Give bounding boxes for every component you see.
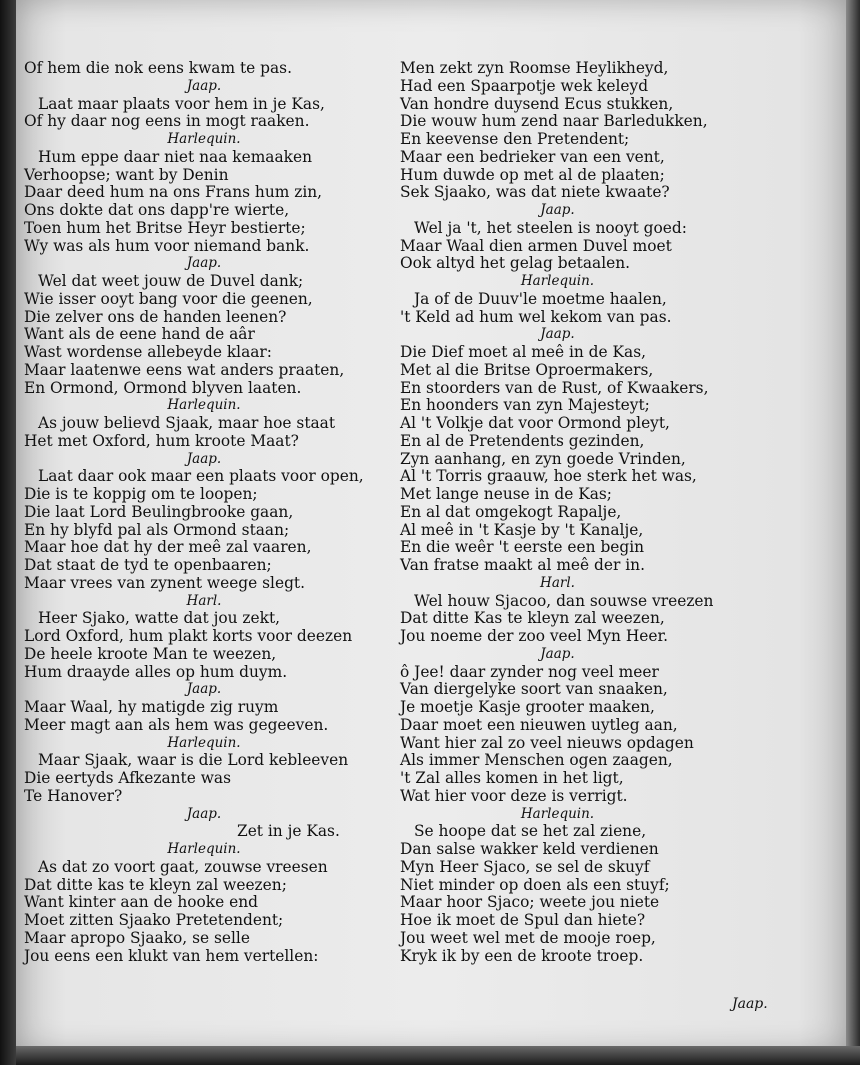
verse-line: Niet minder op doen als een stuyf; [400, 875, 670, 894]
verse-line: De heele kroote Man te weezen, [24, 644, 277, 663]
verse-line: Van fratse maakt al meê der in. [400, 556, 645, 574]
verse-line: Maar een bedrieker van een vent, [400, 147, 665, 166]
verse-line: Toen hum het Britse Heyr bestierte; [24, 218, 306, 237]
verse-line: Maar hoor Sjaco; weete jou niete [400, 893, 660, 912]
verse-line: Laat daar ook maar een plaats voor open, [38, 467, 364, 486]
verse-line: En die weêr 't eerste een begin [400, 538, 645, 557]
verse-line: Wy was als hum voor niemand bank. [24, 236, 310, 255]
verse-line: Al 't Volkje dat voor Ormond pleyt, [400, 414, 670, 432]
verse-line: 't Keld ad hum wel kekom van pas. [400, 307, 672, 326]
verse-line: Die is te koppig om te loopen; [24, 485, 258, 503]
verse-line: Je moetje Kasje grooter maaken, [400, 698, 655, 716]
verse-line: Dat ditte kas te kleyn zal weezen; [24, 875, 287, 894]
verse-line: Jou noeme der zoo veel Myn Heer. [400, 627, 669, 645]
speaker-name: Harl. [540, 574, 575, 591]
page-edge-right [846, 0, 860, 1065]
verse-line: Zet in je Kas. [237, 822, 340, 841]
verse-line: Die zelver ons de handen leenen? [24, 307, 287, 326]
catchword: Jaap. [732, 996, 768, 1012]
speaker-name: Jaap. [540, 645, 575, 662]
verse-line: Het met Oxford, hum kroote Maat? [24, 431, 299, 450]
verse-line: Maar apropo Sjaako, se selle [24, 928, 250, 947]
verse-line: Ons dokte dat ons dapp're wierte, [24, 201, 290, 219]
verse-line: Van diergelyke soort van snaaken, [400, 680, 668, 699]
verse-line: Hum draayde alles op hum duym. [24, 662, 288, 681]
speaker-name: Jaap. [540, 326, 575, 343]
verse-line: En Ormond, Ormond blyven laaten. [24, 378, 302, 397]
verse-line: Wie isser ooyt bang voor die geenen, [24, 289, 313, 308]
speaker-name: Jaap. [186, 805, 222, 822]
verse-line: Maar Waal, hy matigde zig ruym [24, 698, 279, 716]
verse-line: Dan salse wakker keld verdienen [400, 840, 659, 858]
verse-line: Al meê in 't Kasje by 't Kanalje, [400, 520, 644, 539]
verse-line: Of hem die nok eens kwam te pas. [24, 59, 292, 77]
speaker-name: Jaap. [186, 681, 222, 698]
verse-line: Als immer Menschen ogen zaagen, [400, 751, 673, 770]
verse-line: Van hondre duysend Ecus stukken, [400, 94, 674, 113]
verse-line: Wel ja 't, het steelen is nooyt goed: [414, 218, 687, 237]
verse-line: Dat staat de tyd te openbaaren; [24, 556, 272, 574]
verse-line: En hy blyfd pal als Ormond staan; [24, 520, 290, 539]
verse-line: Daar moet een nieuwen uytleg aan, [400, 715, 678, 734]
verse-line: ô Jee! daar zynder nog veel meer [400, 662, 659, 681]
verse-line: As dat zo voort gaat, zouwse vreesen [38, 857, 328, 876]
speaker-name: Jaap. [186, 450, 222, 467]
verse-line: Laat maar plaats voor hem in je Kas, [38, 94, 325, 113]
verse-line: Die wouw hum zend naar Barledukken, [400, 112, 708, 131]
verse-line: Daar deed hum na ons Frans hum zin, [24, 183, 323, 202]
verse-line: Met lange neuse in de Kas; [400, 485, 612, 503]
verse-line: Maar vrees van zynent weege slegt. [24, 573, 306, 592]
verse-line: Had een Spaarpotje wek keleyd [400, 76, 649, 95]
verse-line: As jouw believd Sjaak, maar hoe staat [38, 414, 336, 432]
verse-line: Die eertyds Afkezante was [24, 769, 231, 787]
verse-line: Men zekt zyn Roomse Heylikheyd, [400, 59, 669, 77]
verse-line: 't Zal alles komen in het ligt, [400, 769, 624, 787]
verse-line: Zyn aanhang, en zyn goede Vrinden, [400, 449, 686, 468]
speaker-name: Harlequin. [167, 734, 241, 751]
verse-line: Moet zitten Sjaako Pretetendent; [24, 911, 284, 929]
speaker-name: Harlequin. [167, 131, 241, 147]
verse-line: En hoonders van zyn Majesteyt; [400, 396, 650, 415]
verse-line: Lord Oxford, hum plakt korts voor deezen [24, 627, 353, 645]
verse-line: Want kinter aan de hooke end [24, 893, 258, 912]
verse-line: Verhoopse; want by Denin [24, 165, 229, 184]
verse-line: Maar Waal dien armen Duvel moet [400, 236, 672, 255]
verse-line: Maar hoe dat hy der meê zal vaaren, [24, 538, 312, 557]
verse-line: Jou weet wel met de mooje roep, [400, 928, 656, 947]
verse-line: Kryk ik by een de kroote troep. [400, 946, 644, 965]
verse-line: Maar laatenwe eens wat anders praaten, [24, 360, 345, 379]
speaker-name: Harl. [186, 592, 222, 609]
verse-line: Hum duwde op met al de plaaten; [400, 165, 665, 184]
verse-line: En al de Pretendents gezinden, [400, 431, 645, 450]
verse-line: Hoe ik moet de Spul dan hiete? [400, 911, 646, 929]
verse-line: Ook altyd het gelag betaalen. [400, 254, 631, 273]
verse-line: Wel dat weet jouw de Duvel dank; [38, 272, 304, 290]
speaker-name: Harlequin. [167, 397, 241, 414]
verse-line: Wel houw Sjacoo, dan souwse vreezen [414, 591, 714, 610]
verse-line: Wast wordense allebeyde klaar: [24, 343, 272, 361]
verse-line: Al 't Torris graauw, hoe sterk het was, [400, 467, 697, 486]
speaker-name: Jaap. [186, 77, 222, 94]
verse-line: En keevense den Pretendent; [400, 130, 630, 148]
page-edge-bottom [16, 1046, 860, 1065]
verse-line: Se hoope dat se het zal ziene, [414, 822, 647, 841]
verse-line: Ja of de Duuv'le moetme haalen, [414, 289, 667, 308]
verse-line: Of hy daar nog eens in mogt raaken. [24, 112, 310, 131]
speaker-name: Jaap. [186, 255, 222, 272]
verse-line: Dat ditte Kas te kleyn zal weezen, [400, 609, 665, 628]
verse-line: Sek Sjaako, was dat niete kwaate? [400, 183, 670, 202]
verse-line: Maar Sjaak, waar is die Lord kebleeven [38, 751, 349, 770]
verse-line: En al dat omgekogt Rapalje, [400, 502, 622, 521]
verse-line: En stoorders van de Rust, of Kwaakers, [400, 378, 709, 397]
verse-line: Heer Sjako, watte dat jou zekt, [38, 609, 281, 628]
verse-line: Myn Heer Sjaco, se sel de skuyf [400, 857, 650, 876]
speaker-name: Harlequin. [520, 805, 595, 822]
verse-line: Te Hanover? [24, 786, 123, 805]
verse-line: Die laat Lord Beulingbrooke gaan, [24, 502, 294, 521]
verse-line: Jou eens een klukt van hem vertellen: [24, 946, 319, 965]
verse-line: Die Dief moet al meê in de Kas, [400, 343, 647, 361]
verse-line: Wat hier voor deze is verrigt. [400, 786, 628, 805]
left-text-column [24, 60, 384, 965]
speaker-name: Harlequin. [167, 841, 241, 857]
speaker-name: Jaap. [540, 202, 575, 218]
verse-line: Meer magt aan als hem was gegeeven. [24, 715, 329, 734]
right-text-column [400, 60, 715, 965]
verse-line: Want als de eene hand de aâr [24, 325, 255, 344]
verse-line: Hum eppe daar niet naa kemaaken [38, 147, 312, 166]
speaker-name: Harlequin. [520, 273, 595, 289]
verse-line: Met al die Britse Oproermakers, [400, 360, 654, 379]
verse-line: Want hier zal zo veel nieuws opdagen [400, 733, 694, 752]
